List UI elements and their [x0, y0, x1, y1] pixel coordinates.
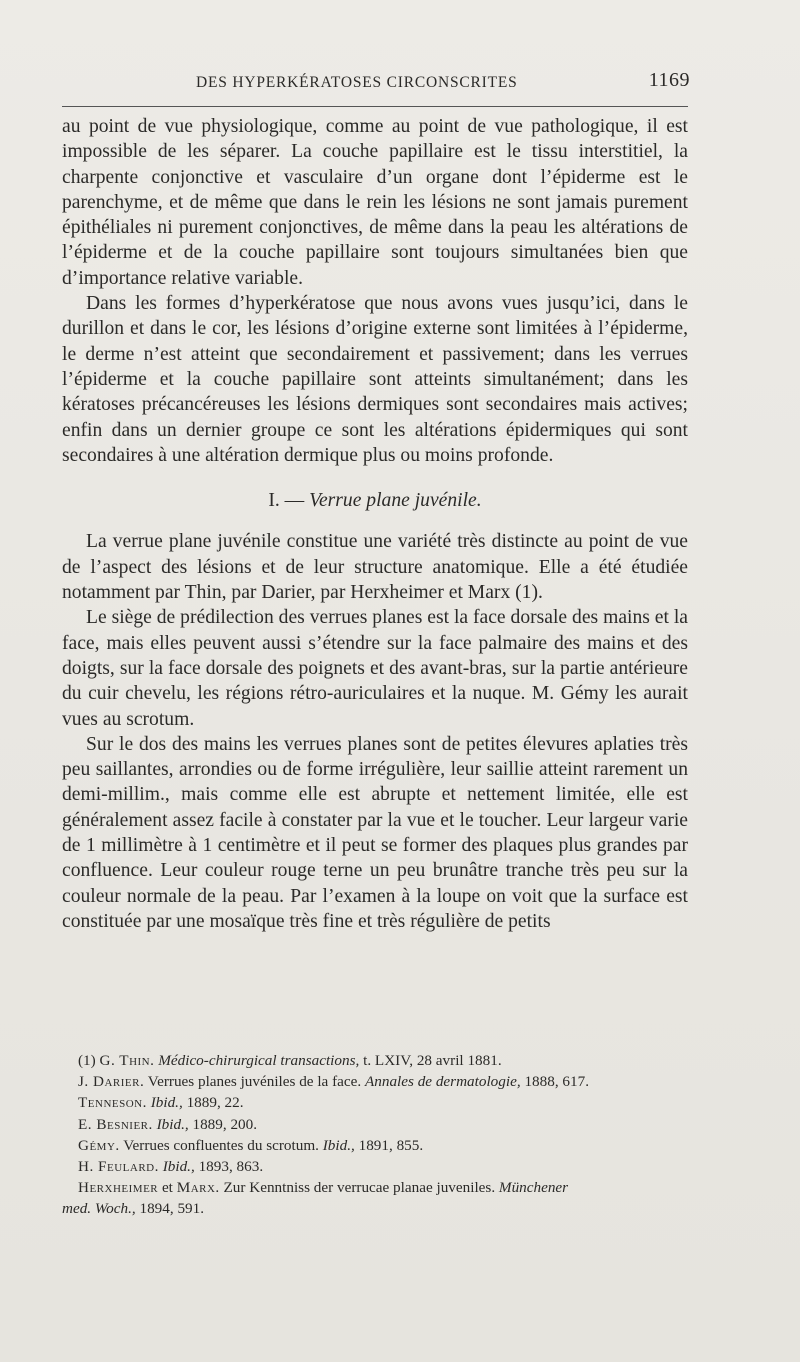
section-title: Verrue plane juvénile. — [309, 490, 482, 512]
paragraph: La verrue plane juvénile constitue une variété très distincte au point de vue de l’aspect des lésions et de leur structure anatomique. Elle a été étudiée notamment par Thin, par Darier, par Herxheimer et Marx (1). — [62, 531, 688, 604]
section-heading — [62, 488, 688, 513]
footnote-author: Gémy. — [78, 1136, 120, 1154]
page-number: 1169 — [648, 69, 690, 91]
paragraph: Dans les formes d’hyperkératose que nous avons vues jusqu’ici, dans le durillon et dans le cor, les lésions d’origine externe sont limitées à l’épiderme, le derme n’est atteint que secondairement et passivement; dans les verrues l’épiderme et la couche papillaire sont atteints simultanément; dans les kératoses précancéreuses les lésions dermiques sont secondaires mais actives; enfin dans un dernier groupe ce sont les altérations épidermiques qui sont secondaires à une altération dermique plus ou moins profonde. — [62, 293, 688, 466]
footnote: J. Darier. Verrues planes juvéniles de la face. Annales de dermatologie, 1888, 617. — [78, 1073, 589, 1091]
footnotes — [62, 1050, 692, 1220]
footnote-title: Münchener — [498, 1179, 569, 1197]
footnote-author: J. Darier. — [78, 1073, 145, 1091]
footnote-title: Annales de dermatologie, — [364, 1073, 521, 1091]
footnote-author: H. Feulard. — [78, 1158, 159, 1176]
footnote: (1) G. Thin. Médico-chirurgical transactions, t. LXIV, 28 avril 1881. — [78, 1052, 502, 1069]
footnote: Tenneson. Ibid., 1889, 22. — [78, 1094, 244, 1112]
footnote: E. Besnier. Ibid., 1889, 200. — [78, 1115, 258, 1133]
footnote: Gémy. Verrues confluentes du scrotum. Ibid., 1891, 855. — [78, 1136, 424, 1154]
header-rule — [62, 106, 688, 107]
footnote-title: med. Woch., — [62, 1200, 136, 1218]
paragraph: Le siège de prédilection des verrues planes est la face dorsale des mains et la face, mais elles peuvent aussi s’étendre sur la face palmaire des mains et des doigts, sur la face dorsale des poignets et des avant-bras, sur la partie antérieure du cuir chevelu, les régions rétro-auriculaires et la nuque. M. Gémy les aurait vues au scrotum. — [62, 607, 688, 730]
footnote-title: Médico-chirurgical transactions, — [158, 1052, 360, 1069]
footnote: Herxheimer et Marx. Zur Kenntniss der verrucae planae juveniles. Münchener — [78, 1179, 569, 1197]
footnote-author: Tenneson. — [78, 1094, 147, 1112]
footnote-title: Ibid., — [162, 1158, 195, 1176]
footnote-title: Ibid., — [156, 1115, 189, 1133]
section-number: I. — — [268, 490, 305, 512]
footnote-title: Ibid., — [150, 1094, 183, 1112]
body-text — [62, 114, 688, 934]
running-title: DES HYPERKÉRATOSES CIRCONSCRITES — [196, 74, 518, 91]
paragraph: au point de vue physiologique, comme au point de vue pathologique, il est impossible de les séparer. La couche papillaire est le tissu interstitiel, la charpente conjonctive et vasculaire d’un organe dont l’épiderme est le parenchyme, et de même que dans le rein les lésions ne sont jamais purement épithéliales ni purement conjonctives, de même dans la peau les altérations de l’épiderme et de la couche papillaire sont toujours simultanées bien que d’importance relative variable. — [62, 116, 688, 289]
footnote-continuation: med. Woch., 1894, 591. — [62, 1200, 205, 1218]
footnote-title: Ibid., — [322, 1136, 355, 1154]
footnote-author: Marx. — [176, 1179, 220, 1197]
footnote: H. Feulard. Ibid., 1893, 863. — [78, 1158, 264, 1176]
paragraph: Sur le dos des mains les verrues planes sont de petites élevures aplaties très peu saillantes, arrondies ou de forme irrégulière, leur saillie atteint rarement un demi-millim., mais comme elle est abrupte et nettement limitée, elle est généralement assez facile à constater par la vue et le toucher. Leur largeur varie de 1 millimètre à 1 centimètre et il peut se former des plaques plus grandes par confluence. Leur couleur rouge terne un peu brunâtre tranche très peu sur la couleur normale de la peau. Par l’examen à la loupe on voit que la surface est constituée par une mosaïque très fine et très régulière de petits — [62, 733, 688, 932]
footnote-author: E. Besnier. — [78, 1115, 153, 1133]
footnote-author: Herxheimer — [78, 1179, 159, 1197]
footnote-author: G. Thin. — [99, 1052, 155, 1069]
